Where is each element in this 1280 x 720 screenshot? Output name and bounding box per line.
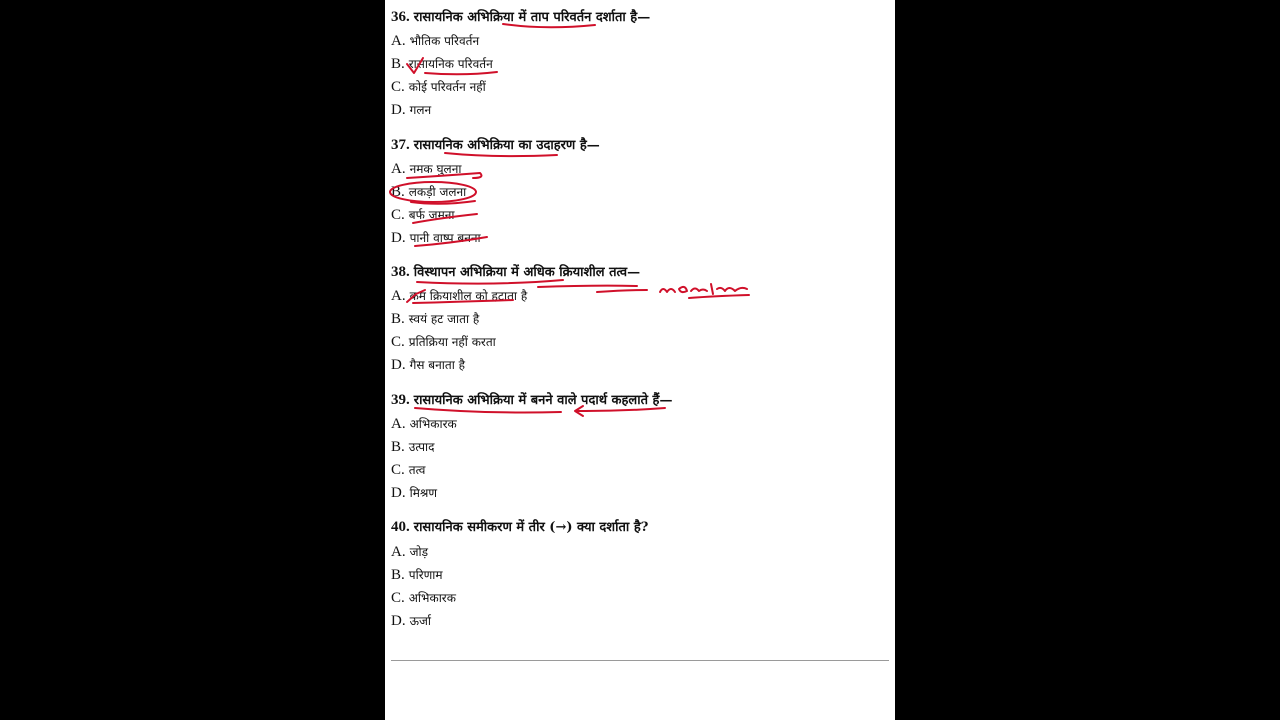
question-37 [391, 135, 600, 154]
option-letter: B. [391, 56, 405, 72]
option-36-c [391, 78, 486, 96]
option-text: अभिकारक [408, 591, 456, 605]
option-letter: C. [391, 462, 405, 478]
option-39-b [391, 438, 435, 456]
option-text: बर्फ जमना [408, 208, 455, 222]
option-text: परिणाम [408, 568, 443, 582]
option-text: गैस बनाता है [409, 358, 466, 372]
option-38-a [391, 287, 527, 305]
option-letter: D. [391, 230, 406, 246]
option-letter: A. [391, 288, 406, 304]
option-37-a [391, 160, 461, 178]
question-36 [391, 7, 650, 26]
option-letter: C. [391, 334, 405, 350]
question-text: रासायनिक अभिक्रिया में बनने वाले पदार्थ कहलाते हैं— [413, 393, 673, 408]
question-number: 37. [391, 137, 410, 153]
question-39 [391, 390, 672, 409]
option-38-d [391, 356, 465, 374]
option-36-d [391, 101, 431, 119]
option-text: प्रतिक्रिया नहीं करता [408, 335, 496, 349]
option-38-b [391, 310, 479, 328]
option-letter: C. [391, 207, 405, 223]
question-text: रासायनिक अभिक्रिया का उदाहरण है— [413, 138, 600, 153]
option-39-c [391, 461, 425, 479]
option-letter: D. [391, 357, 406, 373]
option-letter: C. [391, 79, 405, 95]
underline-ink [597, 290, 647, 292]
question-number: 39. [391, 392, 410, 408]
option-text: स्वयं हट जाता है [408, 312, 480, 326]
question-number: 38. [391, 264, 410, 280]
reactive-scribble-ink [660, 284, 747, 294]
option-37-d [391, 229, 481, 247]
option-text: ऊर्जा [409, 614, 432, 628]
option-40-a [391, 543, 428, 561]
option-letter: C. [391, 590, 405, 606]
option-text: कम क्रियाशील को हटाता है [409, 289, 528, 303]
question-text: रासायनिक अभिक्रिया में ताप परिवर्तन दर्शाता है— [413, 10, 651, 25]
option-letter: B. [391, 439, 405, 455]
option-letter: B. [391, 567, 405, 583]
option-text: अभिकारक [409, 417, 457, 431]
option-38-c [391, 333, 496, 351]
option-text: नमक घुलना [409, 162, 462, 176]
option-letter: A. [391, 33, 406, 49]
option-text: लकड़ी जलना [408, 185, 467, 199]
option-text: भौतिक परिवर्तन [409, 34, 480, 48]
question-number: 36. [391, 9, 410, 25]
option-text: तत्व [408, 463, 426, 477]
option-36-a [391, 32, 479, 50]
question-number: 40. [391, 519, 410, 535]
option-40-c [391, 589, 456, 607]
option-letter: B. [391, 184, 405, 200]
underline-ink [411, 201, 475, 204]
option-37-c [391, 206, 455, 224]
question-text: रासायनिक समीकरण में तीर (→) क्या दर्शाता है? [413, 520, 649, 535]
option-37-b [391, 183, 466, 201]
option-letter: D. [391, 613, 406, 629]
option-letter: D. [391, 102, 406, 118]
worksheet-page [385, 0, 895, 720]
option-39-d [391, 484, 437, 502]
option-39-a [391, 415, 457, 433]
option-text: कोई परिवर्तन नहीं [408, 80, 486, 94]
page-divider [391, 660, 889, 661]
option-letter: A. [391, 161, 406, 177]
option-36-b [391, 55, 493, 73]
option-letter: D. [391, 485, 406, 501]
option-40-b [391, 566, 443, 584]
option-letter: A. [391, 544, 406, 560]
option-letter: A. [391, 416, 406, 432]
question-40 [391, 517, 648, 536]
option-40-d [391, 612, 431, 630]
option-text: रासायनिक परिवर्तन [408, 57, 493, 71]
option-text: पानी वाष्प बनना [409, 231, 481, 245]
option-text: जोड़ [409, 545, 429, 559]
option-letter: B. [391, 311, 405, 327]
option-text: गलन [409, 103, 432, 117]
question-text: विस्थापन अभिक्रिया में अधिक क्रियाशील तत्व— [413, 265, 641, 280]
option-text: मिश्रण [409, 486, 438, 500]
underline-ink [689, 295, 749, 298]
question-38 [391, 262, 640, 281]
underline-ink [538, 286, 637, 287]
option-text: उत्पाद [408, 440, 435, 454]
